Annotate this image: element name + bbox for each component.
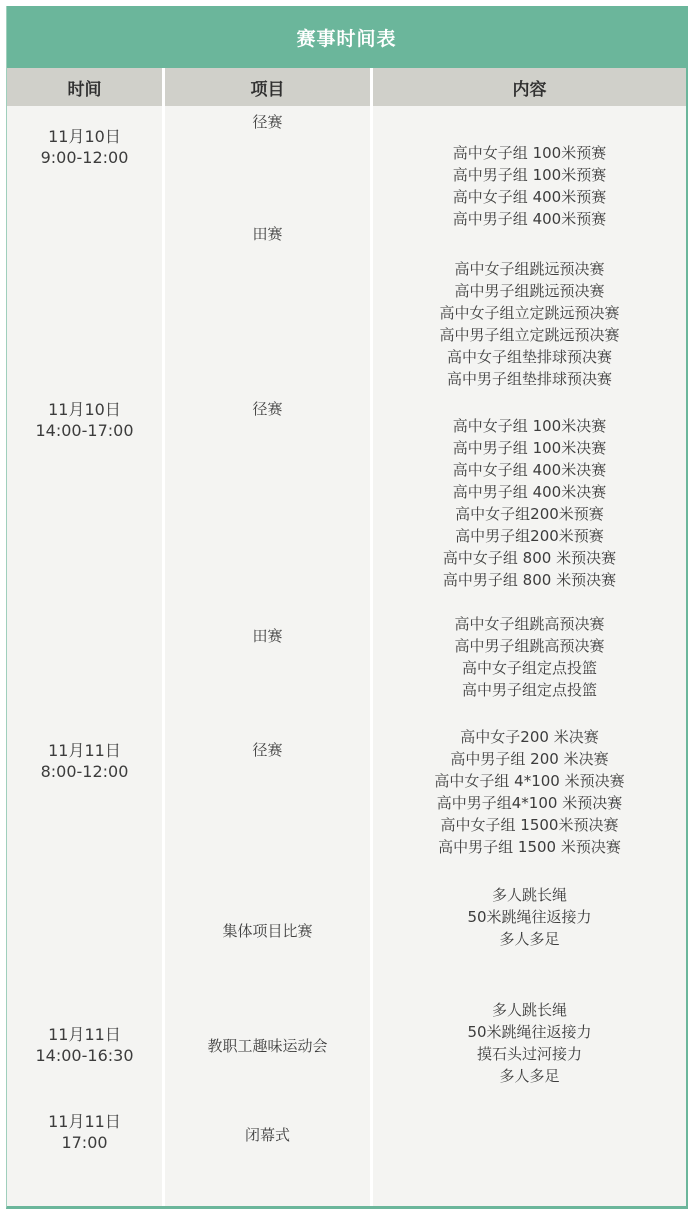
content-line: 多人跳长绳 bbox=[491, 886, 567, 904]
event-label: 径赛 bbox=[252, 741, 283, 759]
content-line: 多人多足 bbox=[499, 930, 560, 948]
content-line: 高中男子组 1500 米预决赛 bbox=[438, 838, 621, 856]
content-cell bbox=[373, 106, 686, 391]
content-line: 高中男子组定点投篮 bbox=[461, 681, 597, 699]
content-line: 高中男子组立定跳远预决赛 bbox=[439, 326, 620, 344]
content-line: 多人多足 bbox=[499, 1067, 560, 1085]
content-line: 高中男子组 100米预赛 bbox=[452, 166, 607, 184]
schedule-row bbox=[7, 106, 686, 391]
content-line: 高中女子组 1500米预决赛 bbox=[440, 816, 619, 834]
content-line: 多人跳长绳 bbox=[491, 1001, 567, 1019]
content-line: 高中男子组 400米预赛 bbox=[452, 210, 607, 228]
time-line: 11月11日 bbox=[48, 741, 121, 760]
content-line: 高中女子组 100米决赛 bbox=[452, 417, 607, 435]
event-cell bbox=[165, 391, 373, 716]
event-label: 闭幕式 bbox=[244, 1126, 290, 1144]
content-group bbox=[373, 415, 686, 591]
content-group bbox=[373, 726, 686, 858]
time-text bbox=[7, 1111, 162, 1153]
time-cell bbox=[7, 986, 165, 1101]
event-label: 集体项目比赛 bbox=[222, 922, 313, 940]
content-group bbox=[373, 999, 686, 1087]
content-line: 高中男子组 800 米预决赛 bbox=[442, 571, 617, 589]
event-cell bbox=[165, 716, 373, 986]
content-line: 高中女子组跳远预决赛 bbox=[454, 260, 605, 278]
content-line: 高中女子组 4*100 米预决赛 bbox=[434, 772, 625, 790]
time-cell bbox=[7, 716, 165, 986]
event-cell bbox=[165, 106, 373, 391]
schedule-row bbox=[7, 391, 686, 716]
content-line: 高中男子组跳远预决赛 bbox=[454, 282, 605, 300]
content-line: 高中女子组立定跳远预决赛 bbox=[439, 304, 620, 322]
content-line: 高中男子组 400米决赛 bbox=[452, 483, 607, 501]
schedule-table bbox=[6, 6, 688, 1209]
time-text bbox=[7, 740, 162, 782]
schedule-row bbox=[7, 986, 686, 1101]
content-line: 高中女子组 800 米预决赛 bbox=[442, 549, 617, 567]
content-line: 高中女子组 100米预赛 bbox=[452, 144, 607, 162]
content-line: 高中女子组 400米预赛 bbox=[452, 188, 607, 206]
event-label: 教职工趣味运动会 bbox=[207, 1037, 328, 1055]
schedule-row bbox=[7, 716, 686, 986]
content-line: 高中男子组跳高预决赛 bbox=[454, 637, 605, 655]
event-label: 田赛 bbox=[252, 225, 283, 243]
time-line: 17:00 bbox=[61, 1133, 108, 1152]
content-group bbox=[373, 613, 686, 701]
time-text bbox=[7, 1024, 162, 1066]
content-line: 高中女子200 米决赛 bbox=[460, 728, 599, 746]
content-cell bbox=[373, 1101, 686, 1206]
time-text bbox=[7, 126, 162, 168]
content-line: 高中男子组4*100 米预决赛 bbox=[436, 794, 623, 812]
event-cell bbox=[165, 986, 373, 1101]
time-line: 11月11日 bbox=[48, 1112, 121, 1131]
time-line: 11月10日 bbox=[48, 127, 121, 146]
event-label: 径赛 bbox=[252, 400, 283, 418]
time-line: 9:00-12:00 bbox=[40, 148, 129, 167]
content-line: 高中女子组200米预赛 bbox=[455, 505, 604, 523]
content-line: 高中女子组垫排球预决赛 bbox=[446, 348, 612, 366]
time-cell bbox=[7, 391, 165, 716]
content-group bbox=[373, 884, 686, 950]
content-line: 高中男子组200米预赛 bbox=[455, 527, 604, 545]
column-header-event: 项目 bbox=[165, 68, 373, 106]
schedule-row bbox=[7, 1101, 686, 1206]
time-line: 8:00-12:00 bbox=[40, 762, 129, 781]
content-line: 50米跳绳往返接力 bbox=[467, 908, 592, 926]
event-label: 田赛 bbox=[252, 627, 283, 645]
content-cell bbox=[373, 986, 686, 1101]
table-body bbox=[7, 106, 686, 1206]
time-cell bbox=[7, 1101, 165, 1206]
time-line: 11月11日 bbox=[48, 1025, 121, 1044]
column-header-time: 时间 bbox=[7, 68, 165, 106]
content-group bbox=[373, 258, 686, 390]
content-line: 高中男子组垫排球预决赛 bbox=[446, 370, 612, 388]
event-cell bbox=[165, 1101, 373, 1206]
time-text bbox=[7, 399, 162, 441]
content-line: 50米跳绳往返接力 bbox=[467, 1023, 592, 1041]
content-cell bbox=[373, 391, 686, 716]
content-line: 高中男子组 100米决赛 bbox=[452, 439, 607, 457]
column-header-row bbox=[7, 68, 686, 106]
content-line: 高中女子组 400米决赛 bbox=[452, 461, 607, 479]
table-title: 赛事时间表 bbox=[7, 6, 686, 68]
content-line: 高中女子组跳高预决赛 bbox=[454, 615, 605, 633]
event-label: 径赛 bbox=[252, 113, 283, 131]
time-line: 11月10日 bbox=[48, 400, 121, 419]
content-line: 高中男子组 200 米决赛 bbox=[450, 750, 609, 768]
content-line: 摸石头过河接力 bbox=[476, 1045, 582, 1063]
content-group bbox=[373, 142, 686, 230]
content-line: 高中女子组定点投篮 bbox=[461, 659, 597, 677]
content-cell bbox=[373, 716, 686, 986]
time-cell bbox=[7, 106, 165, 391]
time-line: 14:00-17:00 bbox=[35, 421, 134, 440]
time-line: 14:00-16:30 bbox=[35, 1046, 134, 1065]
column-header-content: 内容 bbox=[373, 68, 686, 106]
